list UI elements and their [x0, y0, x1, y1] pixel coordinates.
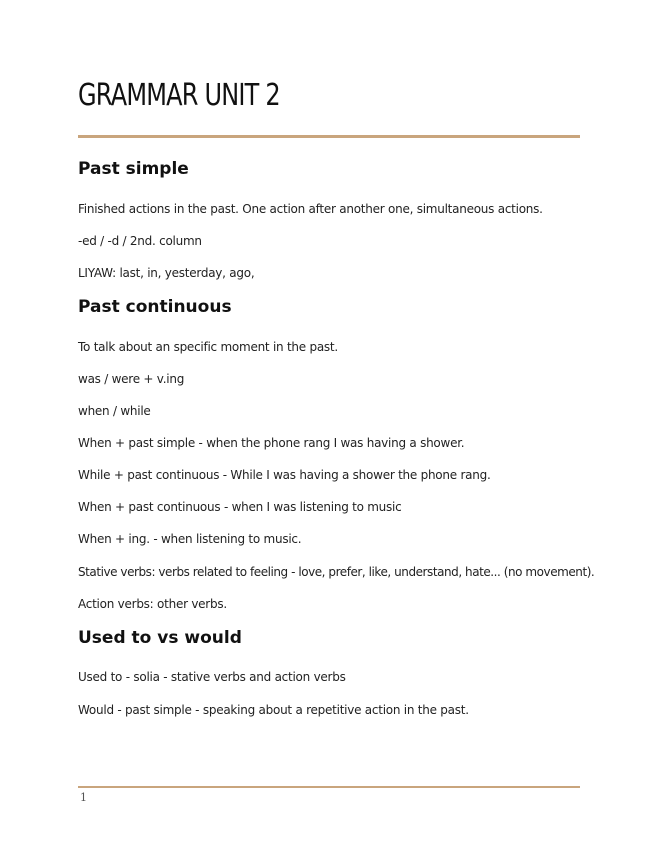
paragraph: -ed / -d / 2nd. column	[78, 234, 202, 248]
paragraph: when / while	[78, 404, 151, 418]
paragraph: Action verbs: other verbs.	[78, 597, 227, 611]
paragraph: When + ing. - when listening to music.	[78, 532, 302, 546]
section-heading-used-to-vs-would: Used to vs would	[78, 628, 242, 648]
paragraph: To talk about an specific moment in the past.	[78, 340, 338, 354]
paragraph: was / were + v.ing	[78, 372, 185, 386]
title-divider	[78, 135, 580, 138]
paragraph: LIYAW: last, in, yesterday, ago,	[78, 266, 255, 280]
paragraph: When + past simple - when the phone rang I was having a shower.	[78, 436, 465, 450]
footer-divider	[78, 786, 580, 788]
paragraph: Finished actions in the past. One action after another one, simultaneous actions.	[78, 202, 543, 216]
paragraph: While + past continuous - While I was having a shower the phone rang.	[78, 468, 491, 482]
section-heading-past-continuous: Past continuous	[78, 297, 232, 317]
paragraph: When + past continuous - when I was listening to music	[78, 500, 402, 514]
page-number: 1	[80, 791, 87, 804]
paragraph: Used to - solia - stative verbs and action verbs	[78, 670, 346, 684]
section-heading-past-simple: Past simple	[78, 159, 189, 179]
paragraph: Would - past simple - speaking about a repetitive action in the past.	[78, 703, 469, 717]
document-title: GRAMMAR UNIT 2	[78, 78, 280, 113]
paragraph: Stative verbs: verbs related to feeling - love, prefer, like, understand, hate... (no movement).	[78, 565, 595, 579]
